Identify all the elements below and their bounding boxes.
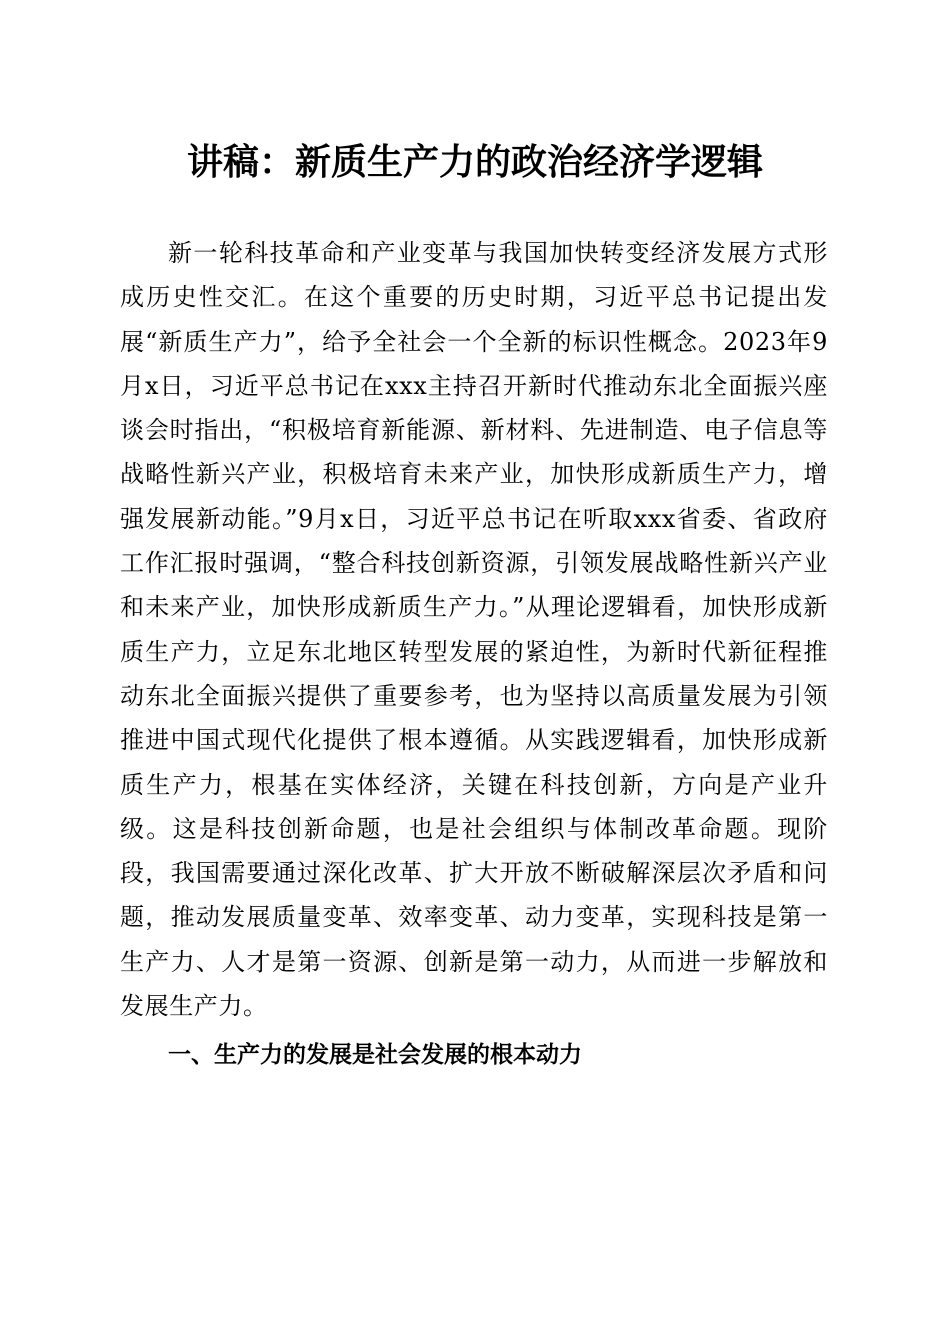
document-title: 讲稿：新质生产力的政治经济学逻辑 xyxy=(186,141,763,183)
intro-paragraph: 新一轮科技革命和产业变革与我国加快转变经济发展方式形成历史性交汇。在这个重要的历史时期，习近平总书记提出发展“新质生产力”，给予全社会一个全新的标识性概念。2023年9月x日，习近平总书记在xxx主持召开新时代推动东北全面振兴座谈会时指出，“积极培育新能源、新材料、先进制造、电子信息等战略性新兴产业，积极培育未来产业，加快形成新质生产力，增强发展新动能。”9月x日，习近平总书记在听取xxx省委、省政府工作汇报时强调，“整合科技创新资源，引领发展战略性新兴产业和未来产业，加快形成新质生产力。”从理论逻辑看，加快形成新质生产力，立足东北地区转型发展的紧迫性，为新时代新征程推动东北全面振兴提供了重要参考，也为坚持以高质量发展为引领推进中国式现代化提供了根本遵循。从实践逻辑看，加快形成新质生产力，根基在实体经济，关键在科技创新，方向是产业升级。这是科技创新命题，也是社会组织与体制改革命题。现阶段，我国需要通过深化改革、扩大开放不断破解深层次矛盾和问题，推动发展质量变革、效率变革、动力变革，实现科技是第一生产力、人才是第一资源、创新是第一动力，从而进一步解放和发展生产力。 xyxy=(120,239,828,1021)
section-heading: 一、生产力的发展是社会发展的根本动力 xyxy=(168,1042,582,1068)
